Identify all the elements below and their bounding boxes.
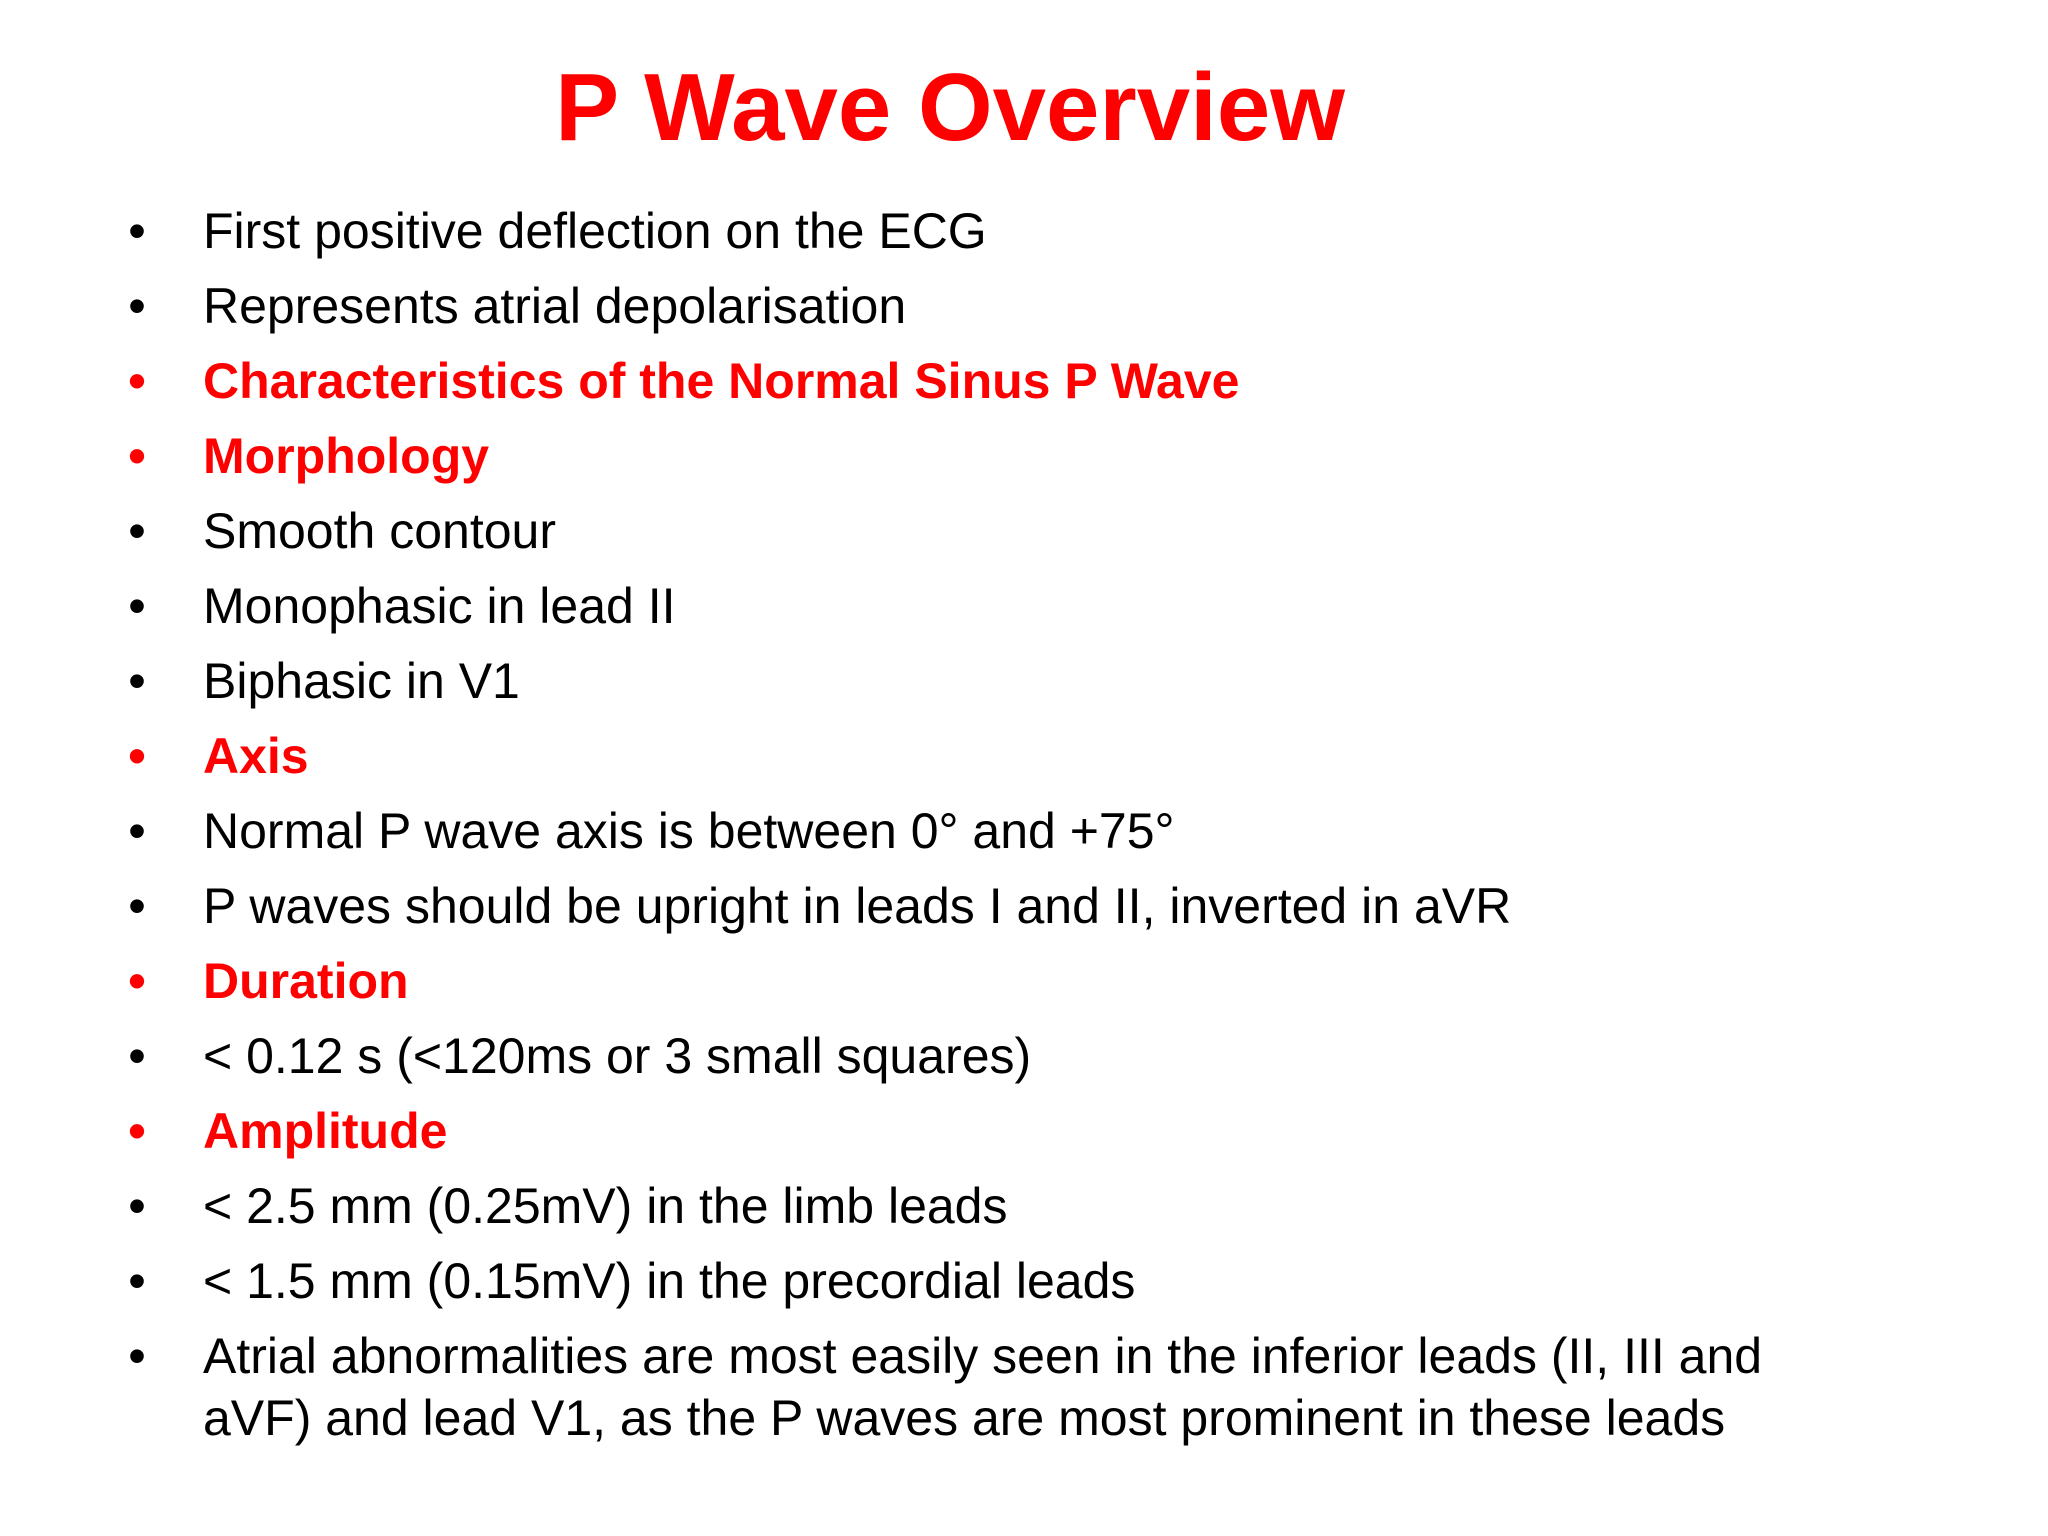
slide-title: P Wave Overview (555, 54, 1345, 161)
list-item-text: Monophasic in lead II (203, 578, 676, 634)
bullet-icon: • (128, 503, 146, 559)
bullet-icon: • (128, 278, 146, 334)
list-item (0, 875, 1800, 937)
list-item-text: < 1.5 mm (0.15mV) in the precordial leads (203, 1253, 1136, 1309)
bullet-icon: • (128, 578, 146, 634)
list-item-text: First positive deflection on the ECG (203, 203, 987, 259)
list-item-text: Amplitude (203, 1103, 448, 1159)
bullet-icon: • (128, 803, 146, 859)
list-item-text: Normal P wave axis is between 0° and +75° (203, 803, 1175, 859)
list-item-text: Duration (203, 953, 409, 1009)
list-item (0, 200, 1800, 262)
bullet-list (0, 200, 2048, 1462)
list-item (0, 950, 1800, 1012)
list-item (0, 1100, 1800, 1162)
list-item-text: < 0.12 s (<120ms or 3 small squares) (203, 1028, 1032, 1084)
list-item (0, 425, 1800, 487)
bullet-icon: • (128, 1328, 146, 1384)
bullet-icon: • (128, 878, 146, 934)
list-item (0, 500, 1800, 562)
bullet-icon: • (128, 653, 146, 709)
list-item (0, 650, 1800, 712)
list-item-text: Represents atrial depolarisation (203, 278, 907, 334)
list-item (0, 575, 1800, 637)
list-item-text: Biphasic in V1 (203, 653, 520, 709)
list-item-text: Atrial abnormalities are most easily seen in the inferior leads (II, III and aVF) and lead V1, as the P waves are most prominent in these leads (203, 1328, 1763, 1446)
list-item (0, 1250, 1800, 1312)
bullet-icon: • (128, 1028, 146, 1084)
bullet-icon: • (128, 1103, 146, 1159)
list-item-text: Characteristics of the Normal Sinus P Wave (203, 353, 1240, 409)
list-item (0, 275, 1800, 337)
list-item-text: Morphology (203, 428, 490, 484)
list-item-text: < 2.5 mm (0.25mV) in the limb leads (203, 1178, 1008, 1234)
bullet-icon: • (128, 203, 146, 259)
bullet-icon: • (128, 728, 146, 784)
list-item-text: Smooth contour (203, 503, 556, 559)
list-item-text: P waves should be upright in leads I and II, inverted in aVR (203, 878, 1512, 934)
list-item (0, 1175, 1800, 1237)
list-item (0, 350, 1800, 412)
bullet-icon: • (128, 353, 146, 409)
bullet-icon: • (128, 1178, 146, 1234)
list-item (0, 1325, 1800, 1449)
bullet-icon: • (128, 953, 146, 1009)
bullet-icon: • (128, 428, 146, 484)
list-item (0, 725, 1800, 787)
list-item-text: Axis (203, 728, 309, 784)
list-item (0, 800, 1800, 862)
bullet-icon: • (128, 1253, 146, 1309)
list-item (0, 1025, 1800, 1087)
